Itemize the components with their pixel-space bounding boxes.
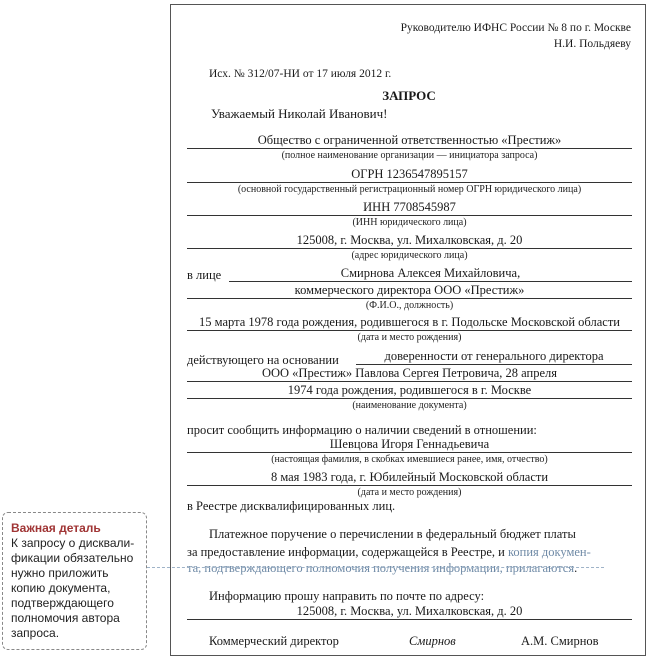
payment-attachment-highlight-2: та, подтверждающего полномочия получения информации, прилагаются xyxy=(187,561,575,575)
note-body: К запросу о дисквали-фикации обязательно нужно приложить копию документа, подтверждающего полномочия автора запроса. xyxy=(11,536,135,640)
org-address: 125008, г. Москва, ул. Михалковская, д. 20 xyxy=(296,233,523,247)
request-intro: просит сообщить информацию о наличии сведений в отношении: xyxy=(187,423,537,437)
delivery-address: 125008, г. Москва, ул. Михалковская, д. 20 xyxy=(296,604,523,618)
rule xyxy=(356,364,632,365)
note-title: Важная деталь xyxy=(11,521,101,535)
payment-attachment-highlight-1: копия докумен- xyxy=(507,545,591,559)
recipient-line-2: Н.И. Польдяеву xyxy=(553,38,631,50)
request-document xyxy=(170,4,646,656)
org-inn: ИНН 7708545987 xyxy=(363,200,456,214)
representative-name-caption: (Ф.И.О., должность) xyxy=(365,300,454,311)
person-birth: 8 мая 1983 года, г. Юбилейный Московской области xyxy=(270,470,549,484)
rule xyxy=(229,281,632,282)
basis-line-3: 1974 года рождения, родившегося в г. Москве xyxy=(287,383,532,397)
org-inn-caption: (ИНН юридического лица) xyxy=(352,217,467,228)
basis-label: действующего на основании xyxy=(187,353,339,367)
person-birth-caption: (дата и место рождения) xyxy=(357,487,462,498)
rule xyxy=(187,398,632,399)
document-title: ЗАПРОС xyxy=(382,88,436,103)
rule xyxy=(187,298,632,299)
org-ogrn: ОГРН 1236547895157 xyxy=(351,167,468,181)
handwritten-signature: Смирнов xyxy=(409,634,456,648)
in-person-label: в лице xyxy=(187,268,222,282)
signer-position: Коммерческий директор xyxy=(209,634,339,648)
org-name: Общество с ограниченной ответственностью «Престиж» xyxy=(257,133,562,147)
representative-name-1: Смирнова Алексея Михайловича, xyxy=(340,266,521,280)
registry-line: в Реестре дисквалифицированных лиц. xyxy=(187,499,396,513)
person-name: Шевцова Игоря Геннадьевича xyxy=(329,437,490,451)
payment-line-3-end: . xyxy=(574,561,578,575)
org-address-caption: (адрес юридического лица) xyxy=(351,250,468,261)
basis-line-1: доверенности от генерального директора xyxy=(384,349,604,363)
rule xyxy=(187,330,632,331)
rule xyxy=(187,182,632,183)
delivery-line-1: Информацию прошу направить по почте по адресу: xyxy=(209,589,485,603)
note-connector-line xyxy=(147,567,604,568)
rule xyxy=(187,215,632,216)
rule xyxy=(187,485,632,486)
person-name-caption: (настоящая фамилия, в скобках имевшиеся ранее, имя, отчество) xyxy=(271,454,548,465)
org-name-caption: (полное наименование организации — инициатора запроса) xyxy=(281,150,538,161)
outgoing-reference: Исх. № 312/07-НИ от 17 июля 2012 г. xyxy=(209,68,392,80)
payment-line-2 xyxy=(187,545,591,559)
representative-birth: 15 марта 1978 года рождения, родившегося в г. Подольске Московской области xyxy=(199,315,620,329)
greeting: Уважаемый Николай Иванович! xyxy=(211,106,388,121)
recipient-line-1: Руководителю ИФНС России № 8 по г. Москве xyxy=(400,22,631,34)
rule xyxy=(187,452,632,453)
rule xyxy=(187,619,632,620)
rule xyxy=(187,148,632,149)
basis-caption: (наименование документа) xyxy=(352,400,467,411)
rule xyxy=(187,381,632,382)
basis-line-2: ООО «Престиж» Павлова Сергея Петровича, 28 апреля xyxy=(261,366,558,380)
payment-line-2-text: за предоставление информации, содержащейся в Реестре, и xyxy=(187,545,505,559)
rule xyxy=(187,248,632,249)
org-ogrn-caption: (основной государственный регистрационный номер ОГРН юридического лица) xyxy=(237,184,582,195)
payment-line-1: Платежное поручение о перечислении в федеральный бюджет платы xyxy=(209,527,576,541)
payment-line-3 xyxy=(187,561,577,575)
important-detail-note xyxy=(2,512,147,650)
signer-name: А.М. Смирнов xyxy=(521,634,599,648)
representative-birth-caption: (дата и место рождения) xyxy=(357,332,462,343)
representative-name-2: коммерческого директора ООО «Престиж» xyxy=(294,283,525,297)
